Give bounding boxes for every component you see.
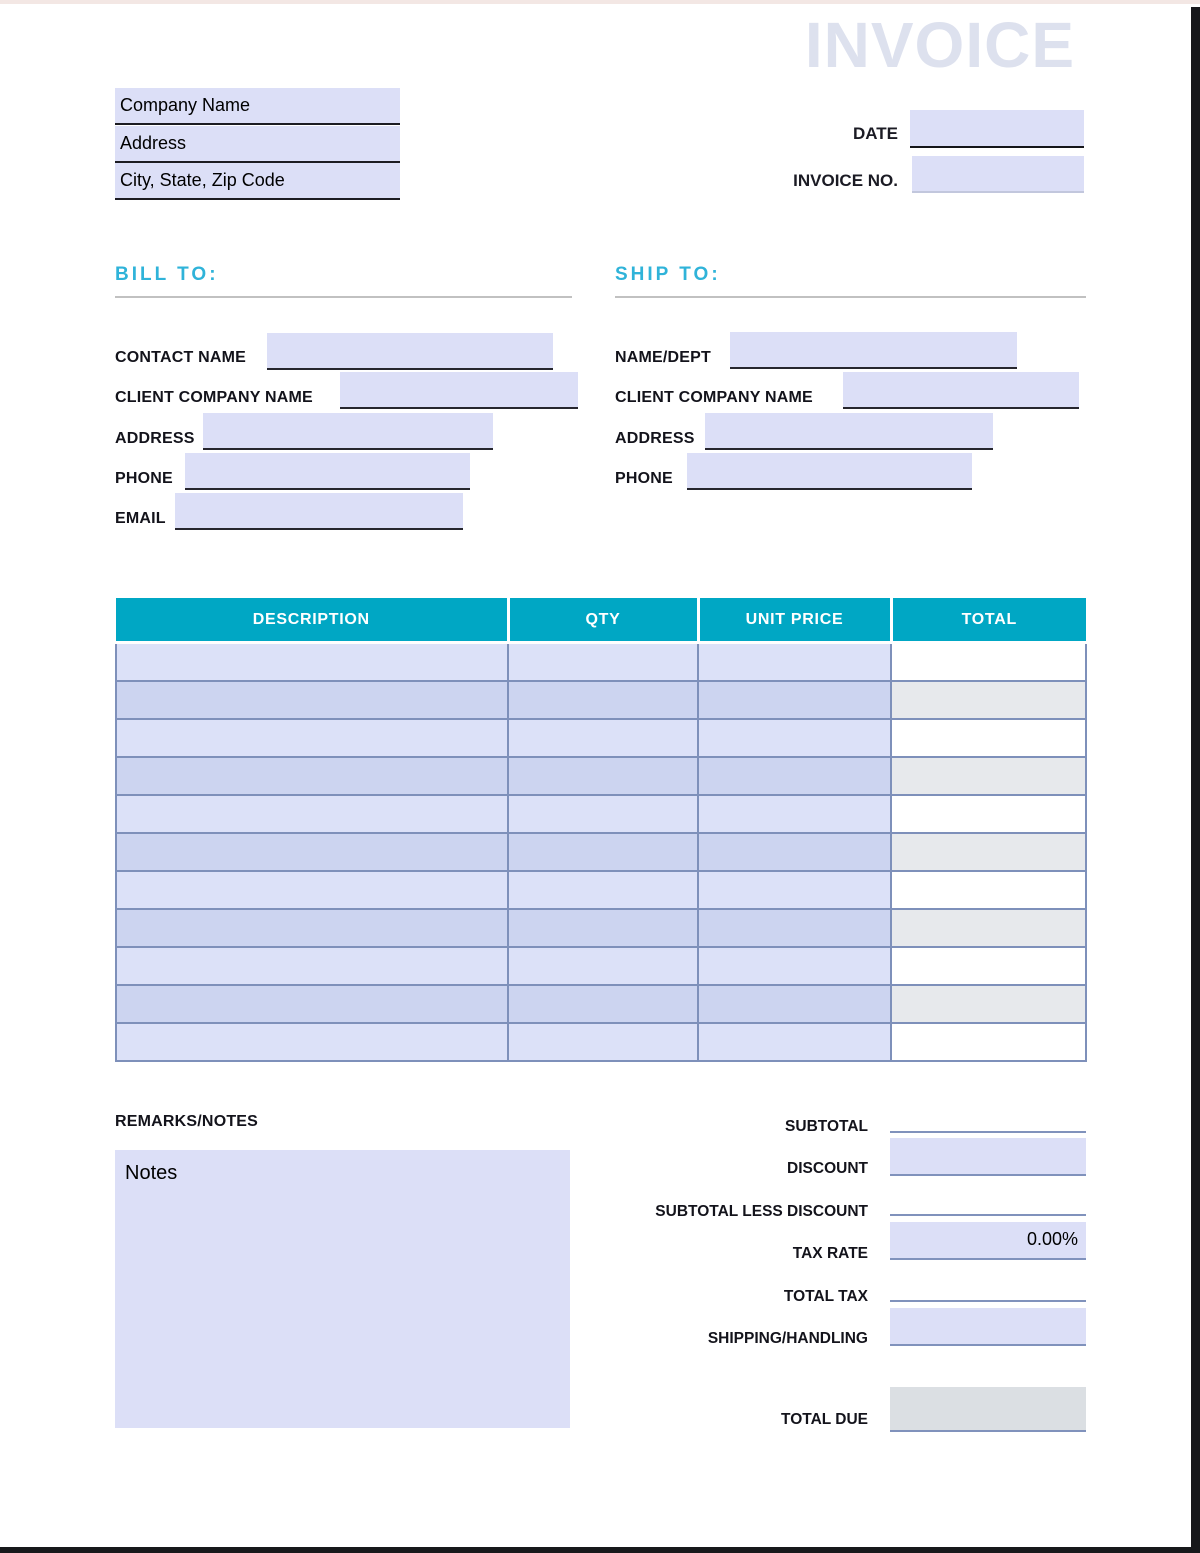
item-row — [116, 985, 1086, 1023]
item-description-cell[interactable] — [116, 947, 508, 985]
shipping-handling-label: SHIPPING/HANDLING — [707, 1330, 868, 1347]
item-unit-price-cell[interactable] — [698, 985, 891, 1023]
date-field[interactable] — [910, 110, 1084, 148]
ship-client-company-field[interactable] — [843, 372, 1079, 409]
item-qty-cell[interactable] — [508, 795, 698, 833]
item-row — [116, 871, 1086, 909]
item-qty-cell[interactable] — [508, 909, 698, 947]
item-total-cell[interactable] — [891, 1023, 1086, 1061]
unit-price-column-header: UNIT PRICE — [698, 598, 891, 643]
item-row — [116, 833, 1086, 871]
tax-rate-label: TAX RATE — [792, 1245, 868, 1262]
ship-address-label: ADDRESS — [615, 430, 695, 447]
items-header-row — [116, 598, 1086, 643]
date-label: DATE — [852, 124, 898, 143]
qty-column-header: QTY — [508, 598, 698, 643]
item-qty-cell[interactable] — [508, 757, 698, 795]
item-description-cell[interactable] — [116, 985, 508, 1023]
total-tax-label: TOTAL TAX — [783, 1288, 868, 1305]
bill-email-label: EMAIL — [115, 510, 166, 527]
bill-phone-label: PHONE — [115, 470, 173, 487]
item-qty-cell[interactable] — [508, 833, 698, 871]
discount-label: DISCOUNT — [787, 1160, 868, 1177]
item-row — [116, 719, 1086, 757]
item-total-cell[interactable] — [891, 985, 1086, 1023]
ship-client-company-label: CLIENT COMPANY NAME — [615, 389, 813, 406]
bill-address-field[interactable] — [203, 413, 493, 450]
item-unit-price-cell[interactable] — [698, 947, 891, 985]
subtotal-field[interactable] — [890, 1131, 1086, 1133]
ship-phone-label: PHONE — [615, 470, 673, 487]
item-qty-cell[interactable] — [508, 681, 698, 719]
bill-phone-field[interactable] — [185, 453, 470, 490]
items-table — [115, 598, 1087, 1062]
item-row — [116, 795, 1086, 833]
item-qty-cell[interactable] — [508, 871, 698, 909]
item-row — [116, 1023, 1086, 1061]
bill-contact-name-field[interactable] — [267, 333, 553, 370]
bill-contact-name-label: CONTACT NAME — [115, 349, 246, 366]
bill-email-field[interactable] — [175, 493, 463, 530]
page-title: INVOICE — [804, 9, 1075, 81]
item-unit-price-cell[interactable] — [698, 871, 891, 909]
invoice-no-label: INVOICE NO. — [793, 171, 898, 190]
remarks-label: REMARKS/NOTES — [115, 1113, 259, 1130]
item-row — [116, 643, 1086, 682]
item-unit-price-cell[interactable] — [698, 909, 891, 947]
bill-to-heading: BILL TO: — [115, 264, 219, 285]
notes-field[interactable]: Notes — [115, 1150, 570, 1428]
item-total-cell[interactable] — [891, 947, 1086, 985]
item-description-cell[interactable] — [116, 719, 508, 757]
bill-to-rule — [115, 296, 572, 298]
description-column-header: DESCRIPTION — [116, 598, 508, 643]
bill-client-company-field[interactable] — [340, 372, 578, 409]
item-total-cell[interactable] — [891, 795, 1086, 833]
item-unit-price-cell[interactable] — [698, 1023, 891, 1061]
item-qty-cell[interactable] — [508, 643, 698, 682]
discount-field[interactable] — [890, 1138, 1086, 1176]
item-total-cell[interactable] — [891, 643, 1086, 682]
total-column-header: TOTAL — [891, 598, 1086, 643]
item-unit-price-cell[interactable] — [698, 643, 891, 682]
item-unit-price-cell[interactable] — [698, 795, 891, 833]
item-row — [116, 947, 1086, 985]
item-description-cell[interactable] — [116, 757, 508, 795]
ship-to-heading: SHIP TO: — [615, 264, 721, 285]
total-due-field[interactable] — [890, 1387, 1086, 1432]
item-total-cell[interactable] — [891, 833, 1086, 871]
subtotal-less-discount-field[interactable] — [890, 1214, 1086, 1216]
bill-address-label: ADDRESS — [115, 430, 195, 447]
total-due-label: TOTAL DUE — [781, 1411, 868, 1428]
item-unit-price-cell[interactable] — [698, 757, 891, 795]
item-total-cell[interactable] — [891, 681, 1086, 719]
item-qty-cell[interactable] — [508, 1023, 698, 1061]
item-qty-cell[interactable] — [508, 947, 698, 985]
invoice-no-field[interactable] — [912, 156, 1084, 193]
item-description-cell[interactable] — [116, 833, 508, 871]
item-description-cell[interactable] — [116, 643, 508, 682]
page-edge-right — [1191, 7, 1200, 1553]
item-qty-cell[interactable] — [508, 985, 698, 1023]
ship-name-dept-field[interactable] — [730, 332, 1017, 369]
ship-phone-field[interactable] — [687, 453, 972, 490]
item-row — [116, 757, 1086, 795]
item-unit-price-cell[interactable] — [698, 833, 891, 871]
item-description-cell[interactable] — [116, 871, 508, 909]
company-name-field[interactable]: Company Name — [115, 88, 400, 125]
tax-rate-field[interactable]: 0.00% — [890, 1222, 1086, 1260]
item-row — [116, 681, 1086, 719]
subtotal-label: SUBTOTAL — [785, 1118, 868, 1135]
page-edge-top — [0, 0, 1200, 4]
item-total-cell[interactable] — [891, 719, 1086, 757]
item-unit-price-cell[interactable] — [698, 719, 891, 757]
ship-address-field[interactable] — [705, 413, 993, 450]
subtotal-less-discount-label: SUBTOTAL LESS DISCOUNT — [655, 1203, 868, 1220]
item-total-cell[interactable] — [891, 871, 1086, 909]
item-total-cell[interactable] — [891, 757, 1086, 795]
item-description-cell[interactable] — [116, 909, 508, 947]
ship-name-dept-label: NAME/DEPT — [615, 349, 712, 366]
item-unit-price-cell[interactable] — [698, 681, 891, 719]
item-description-cell[interactable] — [116, 795, 508, 833]
page-edge-bottom — [0, 1547, 1200, 1553]
item-description-cell[interactable] — [116, 1023, 508, 1061]
total-tax-field[interactable] — [890, 1300, 1086, 1302]
bill-client-company-label: CLIENT COMPANY NAME — [115, 389, 313, 406]
item-description-cell[interactable] — [116, 681, 508, 719]
item-total-cell[interactable] — [891, 909, 1086, 947]
company-city-field[interactable]: City, State, Zip Code — [115, 163, 400, 200]
item-row — [116, 909, 1086, 947]
item-qty-cell[interactable] — [508, 719, 698, 757]
ship-to-rule — [615, 296, 1086, 298]
company-address-field[interactable]: Address — [115, 126, 400, 163]
shipping-handling-field[interactable] — [890, 1308, 1086, 1346]
